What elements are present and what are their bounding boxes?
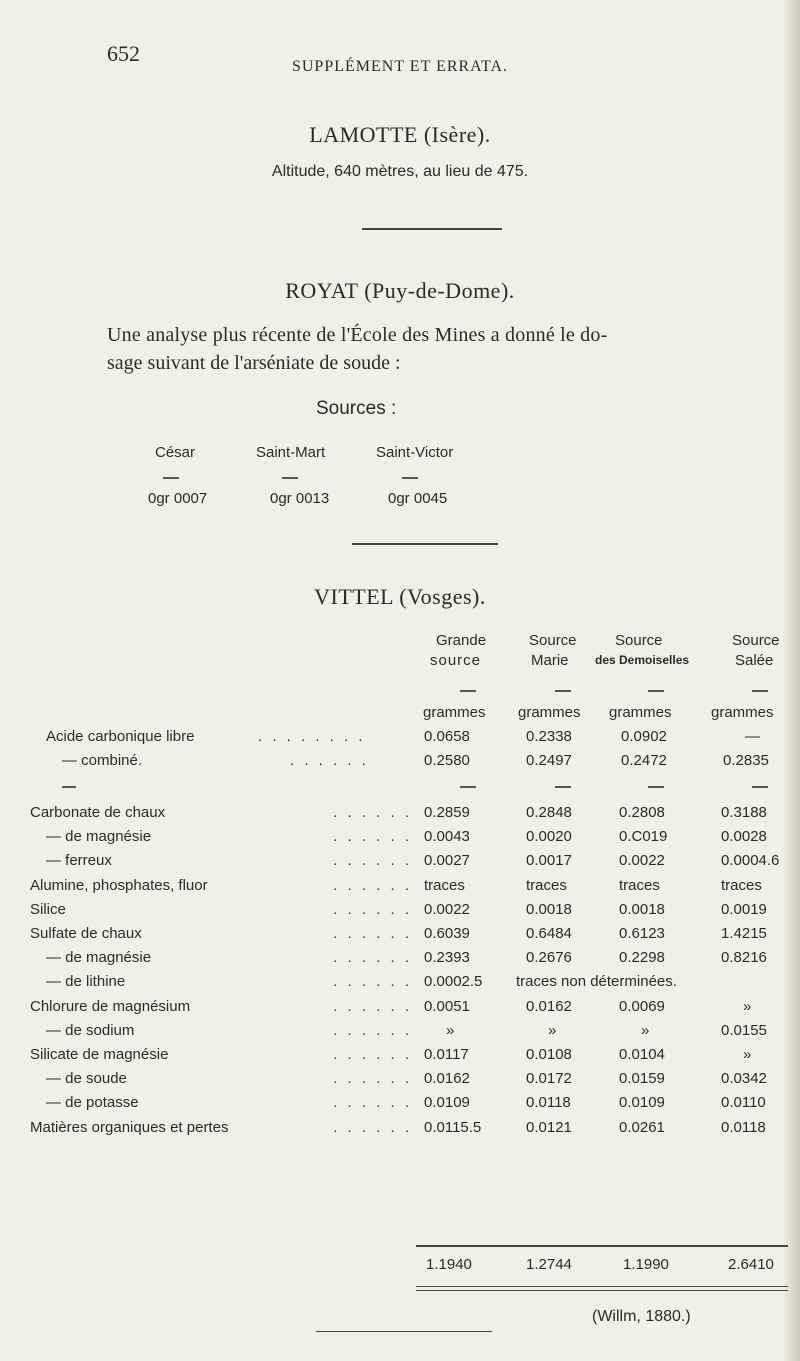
leader-dots: . . . . . .: [333, 998, 412, 1015]
leader-dots: . . . . . .: [333, 804, 412, 821]
row-label: Silice: [30, 901, 66, 918]
unit-label: grammes: [423, 704, 486, 721]
leader-dots: . . . . . .: [333, 1119, 412, 1136]
total-value: 1.1940: [426, 1256, 472, 1273]
col-head-marie-line2: Marie: [531, 652, 569, 669]
cell-value: —: [745, 728, 760, 745]
cell-value: 0.0020: [526, 828, 572, 845]
cell-value: 0.6123: [619, 925, 665, 942]
col-head-salee-line2: Salée: [735, 652, 774, 669]
cell-value: traces: [424, 877, 465, 894]
row-label: Silicate de magnésie: [30, 1046, 169, 1063]
cell-value: 0.0017: [526, 852, 572, 869]
dash: [648, 786, 664, 788]
dash: [163, 477, 179, 479]
total-value: 1.2744: [526, 1256, 572, 1273]
dash: [460, 690, 476, 692]
page-edge-shadow: [782, 0, 800, 1361]
cell-value: 0.0261: [619, 1119, 665, 1136]
cell-value: 0.0902: [621, 728, 667, 745]
cell-value: 0.8216: [721, 949, 767, 966]
running-head: SUPPLÉMENT ET ERRATA.: [291, 58, 509, 75]
col-head-demoiselles-line2: des Demoiselles: [595, 653, 690, 667]
cell-value: 0.0162: [424, 1070, 470, 1087]
total-rule: [416, 1245, 788, 1247]
leader-dots: . . . . . .: [333, 925, 412, 942]
cell-value: 0.2848: [526, 804, 572, 821]
cell-value: 0.0658: [424, 728, 470, 745]
cell-value: 0.2497: [526, 752, 572, 769]
row-label: Chlorure de magnésium: [30, 998, 191, 1015]
cell-value: 0.0104: [619, 1046, 665, 1063]
row-label: — combiné.: [62, 752, 143, 769]
royat-text-line1: Une analyse plus récente de l'École des Mines a donné le do-: [107, 324, 608, 346]
col-head-grande-line1: Grande: [436, 632, 487, 649]
dash: [62, 786, 76, 788]
cell-value: 0.6484: [526, 925, 572, 942]
row-label: Sulfate de chaux: [30, 925, 142, 942]
cell-value: 0.0118: [721, 1119, 766, 1136]
leader-dots: . . . . . .: [333, 1022, 412, 1039]
cell-value: 0.2393: [424, 949, 470, 966]
section-divider: [362, 228, 502, 230]
source-name-cesar: César: [155, 444, 196, 461]
cell-value: 0.2859: [424, 804, 470, 821]
row-label: — de magnésie: [46, 949, 152, 966]
cell-value: 0.6039: [424, 925, 470, 942]
cell-value: 0.C019: [619, 828, 668, 845]
source-name-saint-mart: Saint-Mart: [256, 444, 326, 461]
leader-dots: . . . . . .: [333, 1094, 412, 1111]
unit-label: grammes: [711, 704, 774, 721]
cell-value: 0.0342: [721, 1070, 767, 1087]
dash: [402, 477, 418, 479]
dash: [282, 477, 298, 479]
cell-value: 0.0155: [721, 1022, 767, 1039]
cell-value: 0.0022: [619, 852, 665, 869]
cell-value: 0.2338: [526, 728, 572, 745]
cell-value: »: [548, 1022, 557, 1039]
row-label: — de sodium: [46, 1022, 135, 1039]
col-head-demoiselles-line1: Source: [615, 632, 663, 649]
row-label: — ferreux: [46, 852, 112, 869]
col-head-salee-line1: Source: [732, 632, 780, 649]
cell-value: »: [641, 1022, 650, 1039]
dash: [752, 690, 768, 692]
cell-value: 0.2676: [526, 949, 572, 966]
cell-value: 0.0069: [619, 998, 665, 1015]
row-label: — de magnésie: [46, 828, 152, 845]
lamotte-title: LAMOTTE (Isère).: [309, 122, 491, 147]
row-label: — de lithine: [46, 973, 126, 990]
row-label: Carbonate de chaux: [30, 804, 166, 821]
bottom-rule: [316, 1331, 492, 1332]
cell-value: 0.0109: [619, 1094, 665, 1111]
col-head-marie-line1: Source: [529, 632, 577, 649]
sources-title: Sources :: [316, 398, 397, 419]
source-value-cesar: 0gr 0007: [148, 490, 208, 507]
cell-value: 1.4215: [721, 925, 767, 942]
cell-value: 0.0110: [721, 1094, 766, 1111]
leader-dots: . . . . . .: [290, 752, 369, 769]
lamotte-altitude: Altitude, 640 mètres, au lieu de 475.: [271, 163, 529, 180]
citation: (Willm, 1880.): [592, 1308, 691, 1325]
double-rule-top: [416, 1286, 788, 1287]
cell-value: 0.0159: [619, 1070, 665, 1087]
source-name-saint-victor: Saint-Victor: [376, 444, 454, 461]
leader-dots: . . . . . .: [333, 828, 412, 845]
dash: [460, 786, 476, 788]
cell-value: 0.2835: [723, 752, 769, 769]
leader-dots: . . . . . .: [333, 852, 412, 869]
dash: [648, 690, 664, 692]
cell-value: 0.0117: [424, 1046, 469, 1063]
cell-value: »: [743, 998, 752, 1015]
unit-label: grammes: [609, 704, 672, 721]
leader-dots: . . . . . .: [333, 877, 412, 894]
dash: [752, 786, 768, 788]
vittel-title: VITTEL (Vosges).: [314, 584, 486, 609]
cell-value: 0.0162: [526, 998, 572, 1015]
cell-value: 0.0019: [721, 901, 767, 918]
cell-value: 0.0118: [526, 1094, 571, 1111]
total-value: 2.6410: [728, 1256, 774, 1273]
leader-dots: . . . . . . . .: [258, 728, 366, 745]
leader-dots: . . . . . .: [333, 1070, 412, 1087]
cell-value: 0.0027: [424, 852, 470, 869]
cell-value: traces: [526, 877, 567, 894]
cell-value: 0.0004.6: [721, 852, 780, 869]
cell-value: 0.2580: [424, 752, 470, 769]
leader-dots: . . . . . .: [333, 1046, 412, 1063]
row-label: Acide carbonique libre: [46, 728, 195, 745]
col-head-grande-line2: source: [430, 652, 482, 669]
cell-value: 0.2808: [619, 804, 665, 821]
cell-value: 0.0028: [721, 828, 767, 845]
section-divider: [352, 543, 498, 545]
cell-value: 0.0115.5: [424, 1119, 482, 1136]
leader-dots: . . . . . .: [333, 949, 412, 966]
row-note: traces non déterminées.: [516, 973, 677, 990]
cell-value: 0.0051: [424, 998, 470, 1015]
cell-value: traces: [619, 877, 660, 894]
page-number: 652: [107, 41, 140, 66]
source-value-saint-mart: 0gr 0013: [270, 490, 330, 507]
cell-value: 0.0022: [424, 901, 470, 918]
cell-value: »: [743, 1046, 752, 1063]
cell-value: 0.0002.5: [424, 973, 483, 990]
unit-label: grammes: [518, 704, 581, 721]
row-label: Matières organiques et pertes: [30, 1119, 229, 1136]
cell-value: 0.2298: [619, 949, 665, 966]
cell-value: 0.0172: [526, 1070, 572, 1087]
cell-value: 0.0108: [526, 1046, 572, 1063]
row-label: — de soude: [46, 1070, 127, 1087]
row-label: Alumine, phosphates, fluor: [30, 877, 208, 894]
cell-value: 0.0018: [526, 901, 572, 918]
leader-dots: . . . . . .: [333, 901, 412, 918]
double-rule-bottom: [416, 1290, 788, 1291]
cell-value: 0.2472: [621, 752, 667, 769]
cell-value: traces: [721, 877, 762, 894]
cell-value: »: [446, 1022, 455, 1039]
cell-value: 0.0018: [619, 901, 665, 918]
total-value: 1.1990: [623, 1256, 669, 1273]
cell-value: 0.0121: [526, 1119, 572, 1136]
royat-text-line2: sage suivant de l'arséniate de soude :: [107, 352, 401, 374]
row-label: — de potasse: [46, 1094, 139, 1111]
source-value-saint-victor: 0gr 0045: [388, 490, 448, 507]
leader-dots: . . . . . .: [333, 973, 412, 990]
royat-title: ROYAT (Puy-de-Dome).: [285, 278, 515, 303]
cell-value: 0.3188: [721, 804, 767, 821]
cell-value: 0.0043: [424, 828, 470, 845]
dash: [555, 786, 571, 788]
dash: [555, 690, 571, 692]
cell-value: 0.0109: [424, 1094, 470, 1111]
